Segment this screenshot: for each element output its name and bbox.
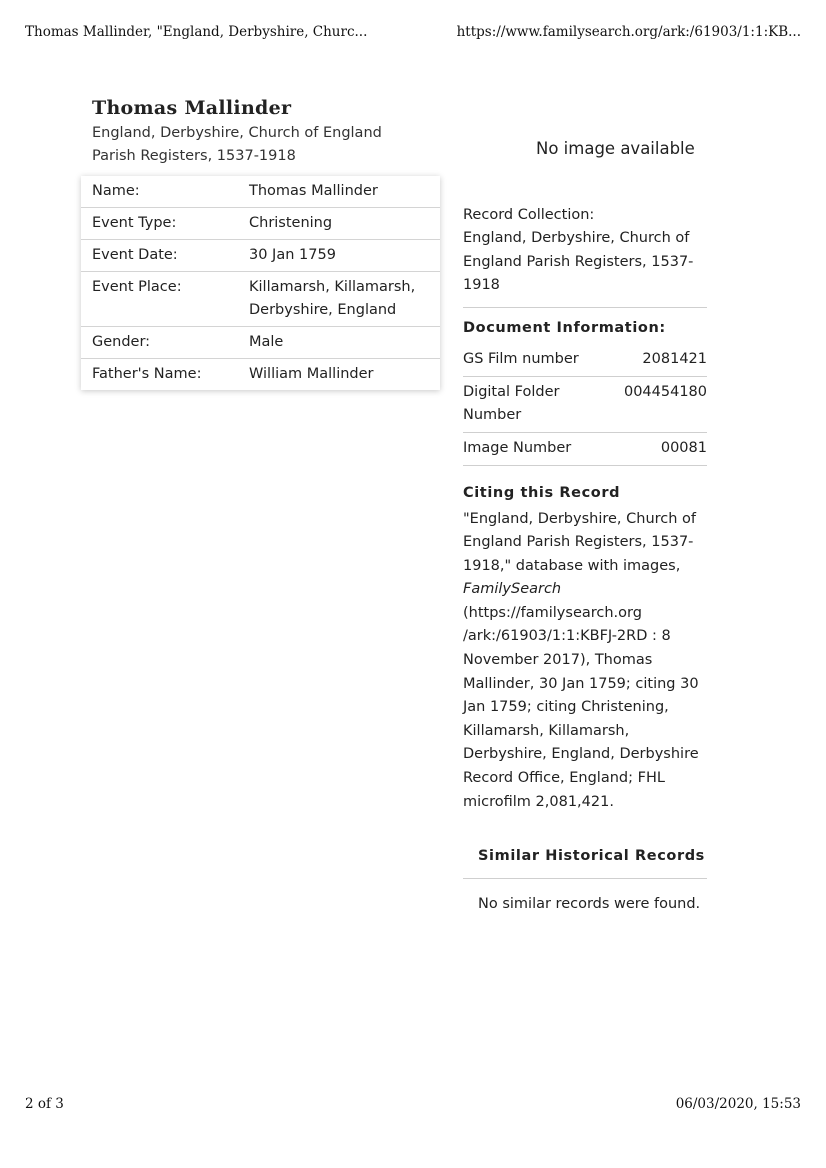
fact-value: Thomas Mallinder — [249, 183, 378, 199]
collection-subtitle-line: Parish Registers, 1537-1918 — [92, 148, 296, 164]
fact-label: Father's Name: — [92, 366, 202, 382]
record-collection-label: Record Collection: — [463, 207, 595, 223]
fact-value: Male — [249, 334, 284, 350]
document-information-heading: Document Information: — [463, 319, 666, 336]
similar-records-heading: Similar Historical Records — [463, 844, 707, 879]
citation-heading: Citing this Record — [463, 484, 621, 501]
fact-label: Name: — [92, 183, 140, 199]
fact-value: Christening — [249, 215, 333, 231]
facts-card — [81, 176, 440, 390]
collection-subtitle-line: England, Derbyshire, Church of England — [92, 125, 382, 141]
collection-subtitle — [92, 122, 432, 168]
record-collection-value: England, Derbyshire, Church of England Parish Registers, 1537-1918 — [463, 230, 694, 293]
print-timestamp: 06/03/2020, 15:53 — [675, 1096, 801, 1112]
doc-value: 004454180 — [623, 383, 707, 400]
doc-row-digital-folder-number — [463, 377, 707, 433]
page-title: Thomas Mallinder — [92, 97, 292, 119]
fact-value: Killamarsh, Killamarsh, Derbyshire, England — [249, 279, 416, 318]
fact-label: Event Place: — [92, 279, 182, 295]
fact-row-event-place — [81, 271, 440, 326]
fact-row-fathers-name — [81, 358, 440, 390]
fact-label: Event Date: — [92, 247, 178, 263]
fact-label: Gender: — [92, 334, 151, 350]
page-number: 2 of 3 — [25, 1096, 64, 1112]
fact-row-event-type — [81, 207, 440, 239]
citation-source-name: FamilySearch — [463, 581, 562, 598]
record-title-block — [92, 96, 432, 168]
print-header-title: Thomas Mallinder, "England, Derbyshire, Churc... — [25, 24, 368, 40]
doc-row-gs-film-number — [463, 344, 707, 377]
doc-label: GS Film number — [463, 350, 579, 367]
citation-text-part: /ark:/61903/1:1:KBFJ-2RD : 8 November 2017), Thomas Mallinder, 30 Jan 1759; citing 30 Jan 1759; citing Christening, Killamarsh, Killamarsh, Derbyshire, England, Derbyshire Record Office, England; FHL microfilm 2,081,421. — [463, 628, 699, 810]
doc-value: 00081 — [660, 439, 707, 456]
similar-records-text: No similar records were found. — [478, 896, 701, 913]
fact-row-event-date — [81, 239, 440, 271]
citation-url-part: (https://familysearch.org — [463, 604, 642, 621]
citation-text-part: "England, Derbyshire, Church of England Parish Registers, 1537-1918," database with images, — [463, 510, 697, 574]
divider — [463, 307, 707, 308]
doc-label: Image Number — [463, 439, 572, 456]
record-sidebar — [463, 204, 707, 916]
citation-text — [463, 508, 707, 815]
doc-label: Digital Folder Number — [463, 383, 560, 423]
print-header-url: https://www.familysearch.org/ark:/61903/1:1:KB... — [456, 24, 801, 40]
fact-value: 30 Jan 1759 — [249, 247, 336, 263]
fact-row-gender — [81, 326, 440, 358]
fact-label: Event Type: — [92, 215, 177, 231]
doc-row-image-number — [463, 433, 707, 466]
no-image-notice: No image available — [536, 139, 695, 158]
fact-row-name — [81, 176, 440, 207]
doc-value: 2081421 — [642, 350, 707, 367]
fact-value: William Mallinder — [249, 366, 374, 382]
